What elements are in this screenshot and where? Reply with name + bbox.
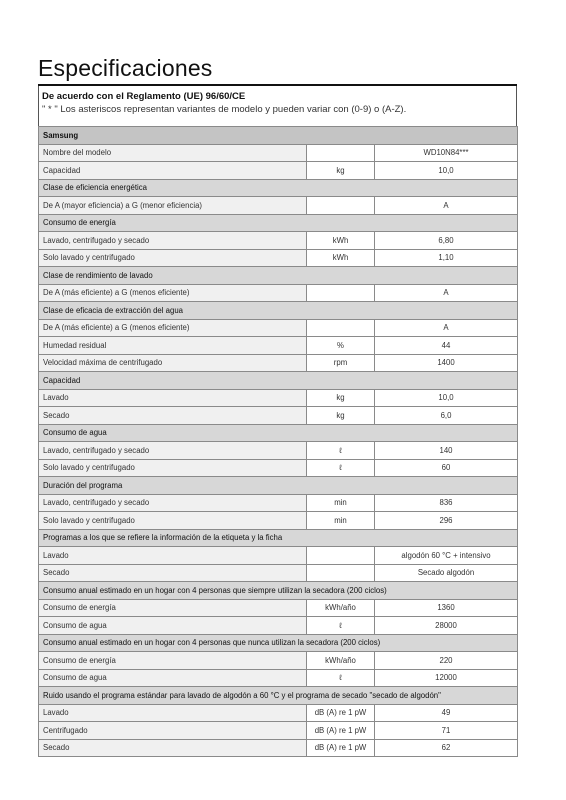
spec-table-body xyxy=(39,127,518,757)
table-row xyxy=(39,442,518,460)
row-unit: kg xyxy=(307,407,375,425)
row-value: 62 xyxy=(375,739,518,757)
row-unit: % xyxy=(307,337,375,355)
row-label: Consumo de energía xyxy=(39,652,307,670)
section-header-row xyxy=(39,477,518,495)
row-unit xyxy=(307,144,375,162)
section-header-row xyxy=(39,687,518,705)
section-header: Clase de eficiencia energética xyxy=(39,179,518,197)
row-value: A xyxy=(375,284,518,302)
row-value: algodón 60 °C + intensivo xyxy=(375,547,518,565)
row-value: 6,80 xyxy=(375,232,518,250)
row-value: 49 xyxy=(375,704,518,722)
row-label: Centrifugado xyxy=(39,722,307,740)
section-header: Consumo anual estimado en un hogar con 4 personas que nunca utilizan la secadora (200 ciclos) xyxy=(39,634,518,652)
spec-table xyxy=(38,126,518,757)
row-label: Lavado, centrifugado y secado xyxy=(39,494,307,512)
row-unit xyxy=(307,564,375,582)
section-header-row xyxy=(39,372,518,390)
row-value: 836 xyxy=(375,494,518,512)
section-header: Capacidad xyxy=(39,372,518,390)
row-value: 44 xyxy=(375,337,518,355)
row-unit: min xyxy=(307,494,375,512)
row-unit: kg xyxy=(307,389,375,407)
section-header-row xyxy=(39,214,518,232)
table-row xyxy=(39,547,518,565)
section-header: Ruido usando el programa estándar para lavado de algodón a 60 °C y el programa de secado "secado de algodón" xyxy=(39,687,518,705)
section-header: Consumo anual estimado en un hogar con 4 personas que siempre utilizan la secadora (200 ciclos) xyxy=(39,582,518,600)
row-value: 12000 xyxy=(375,669,518,687)
row-unit xyxy=(307,547,375,565)
row-value: A xyxy=(375,197,518,215)
row-unit xyxy=(307,284,375,302)
row-unit: min xyxy=(307,512,375,530)
table-row xyxy=(39,337,518,355)
section-header-row xyxy=(39,634,518,652)
row-unit xyxy=(307,197,375,215)
table-row xyxy=(39,617,518,635)
row-label: Lavado, centrifugado y secado xyxy=(39,232,307,250)
table-row xyxy=(39,704,518,722)
row-label: Velocidad máxima de centrifugado xyxy=(39,354,307,372)
table-row xyxy=(39,407,518,425)
row-label: Lavado xyxy=(39,704,307,722)
row-label: Secado xyxy=(39,739,307,757)
section-header: Clase de rendimiento de lavado xyxy=(39,267,518,285)
row-value: Secado algodón xyxy=(375,564,518,582)
section-header-row xyxy=(39,582,518,600)
table-row xyxy=(39,512,518,530)
table-row xyxy=(39,599,518,617)
section-header: Consumo de energía xyxy=(39,214,518,232)
row-value: 71 xyxy=(375,722,518,740)
row-value: 140 xyxy=(375,442,518,460)
regulation-title: De acuerdo con el Reglamento (UE) 96/60/CE xyxy=(42,91,246,102)
page-title: Especificaciones xyxy=(38,54,517,86)
row-label: Nombre del modelo xyxy=(39,144,307,162)
row-label: De A (mayor eficiencia) a G (menor eficiencia) xyxy=(39,197,307,215)
brand-name: Samsung xyxy=(39,127,518,145)
row-unit: kWh xyxy=(307,249,375,267)
row-unit: dB (A) re 1 pW xyxy=(307,704,375,722)
table-row xyxy=(39,354,518,372)
row-label: Solo lavado y centrifugado xyxy=(39,512,307,530)
row-value: 10,0 xyxy=(375,162,518,180)
spec-page xyxy=(38,54,517,757)
row-unit: ℓ xyxy=(307,669,375,687)
row-label: De A (más eficiente) a G (menos eficiente) xyxy=(39,284,307,302)
table-row xyxy=(39,197,518,215)
table-row xyxy=(39,652,518,670)
row-label: Solo lavado y centrifugado xyxy=(39,249,307,267)
row-label: Capacidad xyxy=(39,162,307,180)
section-header: Duración del programa xyxy=(39,477,518,495)
row-unit: kWh/año xyxy=(307,652,375,670)
row-label: Secado xyxy=(39,407,307,425)
section-header: Consumo de agua xyxy=(39,424,518,442)
section-header-row xyxy=(39,267,518,285)
table-row xyxy=(39,389,518,407)
spec-frame xyxy=(38,86,517,126)
row-label: Consumo de agua xyxy=(39,669,307,687)
row-label: Solo lavado y centrifugado xyxy=(39,459,307,477)
row-value: 1,10 xyxy=(375,249,518,267)
row-value: 6,0 xyxy=(375,407,518,425)
table-row xyxy=(39,564,518,582)
table-row xyxy=(39,162,518,180)
brand-header-row xyxy=(39,127,518,145)
row-value: 1360 xyxy=(375,599,518,617)
table-row xyxy=(39,494,518,512)
table-row xyxy=(39,722,518,740)
table-row xyxy=(39,669,518,687)
row-unit: kWh/año xyxy=(307,599,375,617)
row-unit: ℓ xyxy=(307,459,375,477)
regulation-note: " * " Los asteriscos representan variantes de modelo y pueden variar con (0-9) o (A-Z). xyxy=(42,104,407,115)
row-label: Lavado xyxy=(39,547,307,565)
section-header: Clase de eficacia de extracción del agua xyxy=(39,302,518,320)
section-header: Programas a los que se refiere la información de la etiqueta y la ficha xyxy=(39,529,518,547)
row-value: 28000 xyxy=(375,617,518,635)
table-row xyxy=(39,319,518,337)
row-label: Consumo de agua xyxy=(39,617,307,635)
row-label: Secado xyxy=(39,564,307,582)
row-unit: rpm xyxy=(307,354,375,372)
table-row xyxy=(39,739,518,757)
row-unit: kg xyxy=(307,162,375,180)
table-row xyxy=(39,284,518,302)
section-header-row xyxy=(39,424,518,442)
row-label: Humedad residual xyxy=(39,337,307,355)
row-value: 10,0 xyxy=(375,389,518,407)
row-label: De A (más eficiente) a G (menos eficiente) xyxy=(39,319,307,337)
row-value: 60 xyxy=(375,459,518,477)
table-row xyxy=(39,232,518,250)
row-unit xyxy=(307,319,375,337)
row-value: WD10N84*** xyxy=(375,144,518,162)
table-row xyxy=(39,459,518,477)
row-value: A xyxy=(375,319,518,337)
section-header-row xyxy=(39,529,518,547)
row-unit: dB (A) re 1 pW xyxy=(307,722,375,740)
row-label: Lavado, centrifugado y secado xyxy=(39,442,307,460)
row-label: Lavado xyxy=(39,389,307,407)
section-header-row xyxy=(39,179,518,197)
row-value: 1400 xyxy=(375,354,518,372)
row-value: 220 xyxy=(375,652,518,670)
table-row xyxy=(39,249,518,267)
regulation-block xyxy=(39,86,516,126)
row-unit: ℓ xyxy=(307,442,375,460)
section-header-row xyxy=(39,302,518,320)
row-unit: ℓ xyxy=(307,617,375,635)
row-label: Consumo de energía xyxy=(39,599,307,617)
row-value: 296 xyxy=(375,512,518,530)
row-unit: kWh xyxy=(307,232,375,250)
table-row xyxy=(39,144,518,162)
row-unit: dB (A) re 1 pW xyxy=(307,739,375,757)
